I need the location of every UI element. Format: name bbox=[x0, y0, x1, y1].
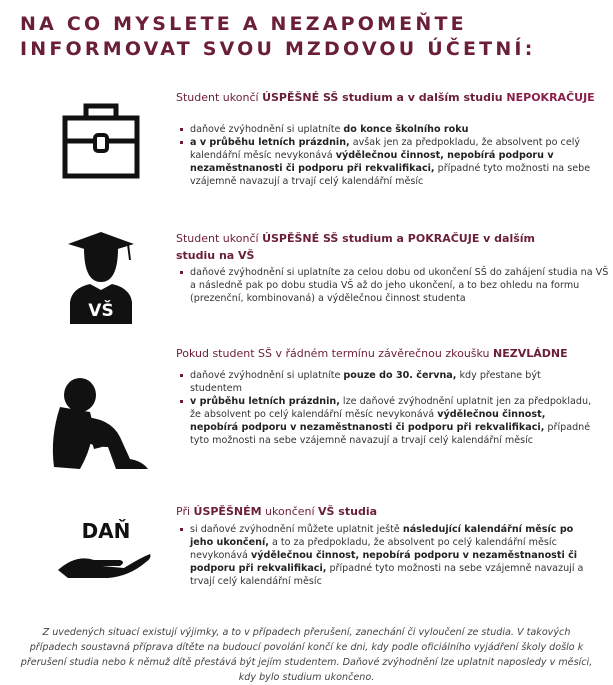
heading-bold: NEZVLÁDNE bbox=[493, 347, 568, 360]
list-item bbox=[190, 136, 606, 188]
list-item bbox=[190, 369, 595, 395]
heading-text: ukončení bbox=[261, 505, 319, 518]
section-heading bbox=[176, 89, 606, 106]
bullet-list bbox=[176, 523, 595, 588]
text-segment: případné tyto možnosti na sebe vzájemně navazují a trvají celý kalendářní měsíc bbox=[190, 422, 591, 446]
list-item bbox=[190, 395, 595, 447]
bold-text: výdělečnou činnost, nepobírá podporu v nezaměstnanosti či podporu při rekvalifikaci, bbox=[190, 150, 554, 174]
list-item bbox=[190, 266, 610, 305]
section-heading bbox=[176, 230, 576, 264]
bold-text: a v průběhu letních prázdnin, bbox=[190, 137, 350, 148]
text-segment: případné tyto možnosti na sebe vzájemně navazují a trvají celý kalendářní měsíc bbox=[190, 163, 591, 187]
heading-text: Při bbox=[176, 505, 194, 518]
section-ss-not-continuing bbox=[176, 89, 606, 188]
bullet-list bbox=[176, 123, 606, 188]
hand-tax-icon bbox=[56, 518, 152, 580]
bold-text: následující kalendářní měsíc po jeho ukončení, bbox=[190, 524, 574, 548]
bold-text: do konce školního roku bbox=[343, 124, 469, 135]
briefcase-icon bbox=[62, 103, 140, 179]
section-vs-completed bbox=[176, 503, 606, 588]
list-item bbox=[190, 123, 606, 136]
graduate-icon-text: VŠ bbox=[88, 301, 114, 321]
graduate-icon bbox=[66, 232, 136, 324]
text-segment: lze daňové zvýhodnění uplatnit jen za předpokladu, že absolvent po celý kalendářní měsíc nevykonává bbox=[190, 396, 592, 420]
footer-note: Z uvedených situací existují výjimky, a to v případech přerušení, zanechání či vyloučení ze studia. V takových případech soustavná příprava dítěte na budoucí povolání končí ke dni, kdy podle oficiálního vyjádření školy došlo k přerušení studia nebo k němuž dítě přestává být jejím studentem. Daňové zvýhodnění lze uplatnit naposledy v měsíci, kdy bylo studium ukončeno. bbox=[20, 627, 593, 683]
heading-bold: ÚSPĚŠNÉ SŠ studium a POKRAČUJE v dalším studiu na VŠ bbox=[176, 232, 536, 262]
text-segment: avšak jen za předpokladu, že absolvent po celý kalendářní měsíc nevykonává bbox=[190, 137, 581, 161]
section-ss-failed-exam bbox=[176, 345, 606, 447]
bullet-list bbox=[176, 369, 595, 447]
heading-bold: ÚSPĚŠNÉ SŠ studium a v dalším studiu bbox=[262, 91, 507, 104]
heading-accent: NEPOKRAČUJE bbox=[506, 91, 595, 104]
text-segment: a to za předpokladu, že absolvent po celý kalendářní měsíc nevykonává bbox=[190, 537, 557, 561]
bold-text: výdělečnou činnost, nepobírá podporu v nezaměstnanosti či podporu při rekvalifikaci, bbox=[190, 409, 546, 433]
heading-text: Pokud student SŠ v řádném termínu závěrečnou zkoušku bbox=[176, 347, 494, 360]
text-segment: daňové zvýhodnění si uplatníte za celou dobu od ukončení SŠ do zahájení studia na VŠ a následně pak po dobu studia VŠ až do jeho ukončení, a to bez ohledu na formu (prezenční, kombinovaná) a výdělečnou činnost studenta bbox=[190, 267, 609, 304]
list-item bbox=[190, 523, 595, 588]
heading-bold: VŠ studia bbox=[318, 505, 378, 518]
title-line-2: INFORMOVAT SVOU MZDOVOU ÚČETNÍ: bbox=[20, 38, 536, 60]
text-segment: daňové zvýhodnění si uplatníte bbox=[190, 124, 344, 135]
page-title bbox=[20, 12, 536, 62]
heading-text: Student ukončí bbox=[176, 232, 263, 245]
text-segment: kdy přestane být studentem bbox=[190, 370, 541, 394]
text-segment: případné tyto možnosti na sebe vzájemně navazují a trvají celý kalendářní měsíc bbox=[190, 563, 584, 587]
tax-icon-text: DAŇ bbox=[81, 519, 131, 543]
bullet-list bbox=[176, 266, 610, 305]
section-heading bbox=[176, 503, 606, 520]
sad-person-icon bbox=[50, 377, 150, 472]
bold-text: výdělečnou činnost, nepobírá podporu v nezaměstnanosti či podporu při rekvalifikaci, bbox=[190, 550, 578, 574]
text-segment: daňové zvýhodnění si uplatníte bbox=[190, 370, 344, 381]
text-segment: si daňové zvýhodnění můžete uplatnit ještě bbox=[190, 524, 403, 535]
section-heading bbox=[176, 345, 606, 362]
bold-text: v průběhu letních prázdnin, bbox=[190, 396, 340, 407]
heading-bold: ÚSPĚŠNÉM bbox=[193, 505, 262, 518]
title-line-1: NA CO MYSLETE A NEZAPOMEŇTE bbox=[20, 13, 467, 35]
section-ss-continuing-vs bbox=[176, 230, 609, 305]
heading-text: Student ukončí bbox=[176, 91, 263, 104]
bold-text: pouze do 30. června, bbox=[343, 370, 457, 381]
